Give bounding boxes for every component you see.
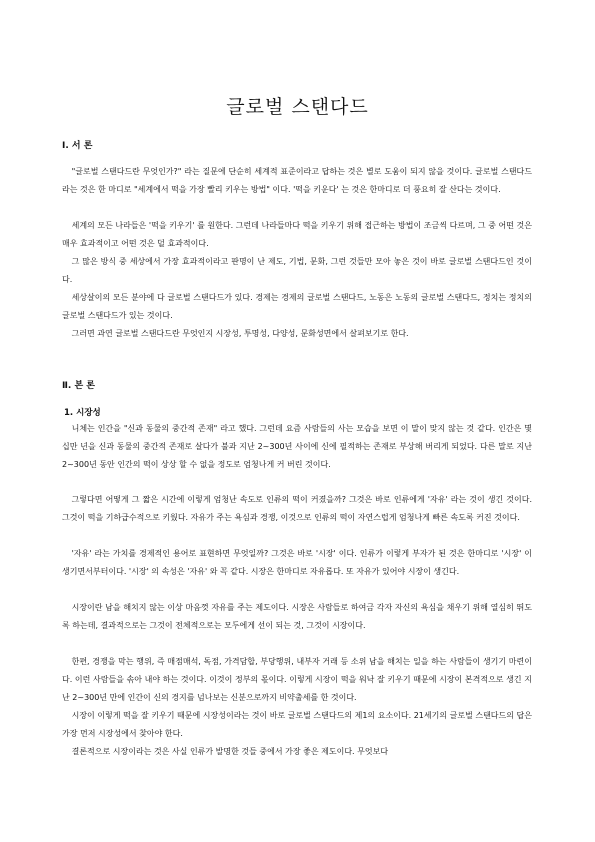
paragraph: 그러면 과연 글로벌 스탠다드란 무엇인지 시장성, 투명성, 다양성, 문화성면에서 살펴보기로 한다.	[71, 329, 409, 338]
paragraph: 니체는 인간을 "신과 동물의 중간적 존재" 라고 했다. 그런데 요즘 사람들의 사는 모습을 보면 이 말이 맞지 않는 것 같다. 인간은 몇 십만 년을 신과 동물의 중간적 존재로 살다가 불과 지난 2~300년 사이에 신에 필적하는 존재로 부상해 버리게 되었다. 다른 말로 지난 2~300년 동안 인간의 떡이 상상 할 수 없을 정도로 엄청나게 커 버린 것이다.	[62, 424, 532, 469]
paragraph: 시장이란 남을 해치지 않는 이상 마음껏 자유를 주는 제도이다. 시장은 사람들로 하여금 각자 자신의 욕심을 채우기 위해 열심히 뛰도록 하는데, 결과적으로는 그것이 전체적으로는 모두에게 선이 되는 것, 그것이 시장이다.	[62, 603, 532, 630]
paragraph: 시장이 이렇게 떡을 잘 키우기 때문에 시장성이라는 것이 바로 글로벌 스탠다드의 제1의 요소이다. 21세기의 글로벌 스탠다드의 답은 가장 먼저 시장성에서 찾아야 한다.	[62, 711, 532, 738]
paragraph: "글로벌 스탠다드란 무엇인가?" 라는 질문에 단순히 세계적 표준이라고 답하는 것은 별로 도움이 되지 않을 것이다. 글로벌 스탠다드라는 것은 한 마디로 "세계에서 떡을 가장 빨리 키우는 방법" 이다. '떡을 키운다' 는 것은 한마디로 더 풍요히 잘 산다는 것이다.	[62, 167, 532, 195]
paragraph: '자유' 라는 가치를 경제적인 용어로 표현하면 무엇일까? 그것은 바로 '시장' 이다. 인류가 이렇게 부자가 된 것은 한마디로 '시장' 이 생기면서부터이다. '시장' 의 속성은 '자유' 와 꼭 같다. 시장은 한마디로 자유롭다. 또 자유가 있어야 시장이 생긴다.	[62, 549, 532, 576]
subsection-heading-marketability: 1. 시장성	[64, 408, 101, 418]
paragraph: 세상살이의 모든 분야에 다 글로벌 스탠다드가 있다. 경제는 경제의 글로벌 스탠다드, 노동은 노동의 글로벌 스탠다드, 정치는 정치의 글로벌 스탠다드가 있는 것이다.	[62, 293, 532, 321]
paragraph: 세계의 모든 나라들은 '떡을 키우기' 를 원한다. 그런데 나라들마다 떡을 키우기 위해 접근하는 방법이 조금씩 다르며, 그 중 어떤 것은 매우 효과적이고 어떤 것은 덜 효과적이다.	[62, 221, 532, 249]
paragraph: 결론적으로 시장이라는 것은 사실 인류가 발명한 것들 중에서 가장 좋은 제도이다. 무엇보다	[71, 747, 389, 756]
paragraph: 그 많은 방식 중 세상에서 가장 효과적이라고 판명이 난 제도, 기법, 문화, 그런 것들만 모아 놓은 것이 바로 글로벌 스탠다드인 것이다.	[62, 257, 532, 285]
paragraph: 한편, 경쟁을 막는 행위, 즉 매점매석, 독점, 가격담합, 부당행위, 내부자 거래 등 소위 남을 해치는 일을 하는 사람들이 생기기 마련이다. 이런 사람들을 솎아 내야 하는 것이다. 이것이 정부의 몫이다. 이렇게 시장이 떡을 워낙 잘 키우기 때문에 시장이 본격적으로 생긴 지난 2~300년 만에 인간이 신의 경지를 넘나보는 신분으로까지 비약출세를 한 것이다.	[62, 657, 532, 702]
document-title: 글로벌 스탠다드	[226, 96, 369, 118]
section-heading-introduction: Ⅰ. 서 론	[62, 141, 93, 151]
section-heading-body: Ⅱ. 본 론	[62, 381, 96, 391]
paragraph: 그렇다면 어떻게 그 짧은 시간에 이렇게 엄청난 속도로 인류의 떡이 커졌을까? 그것은 바로 인류에게 '자유' 라는 것이 생긴 것이다. 그것이 떡을 기하급수적으로 키웠다. 자유가 주는 욕심과 경쟁, 이것으로 인류의 떡이 자연스럽게 엄청나게 빠른 속도록 커진 것이다.	[62, 495, 532, 522]
